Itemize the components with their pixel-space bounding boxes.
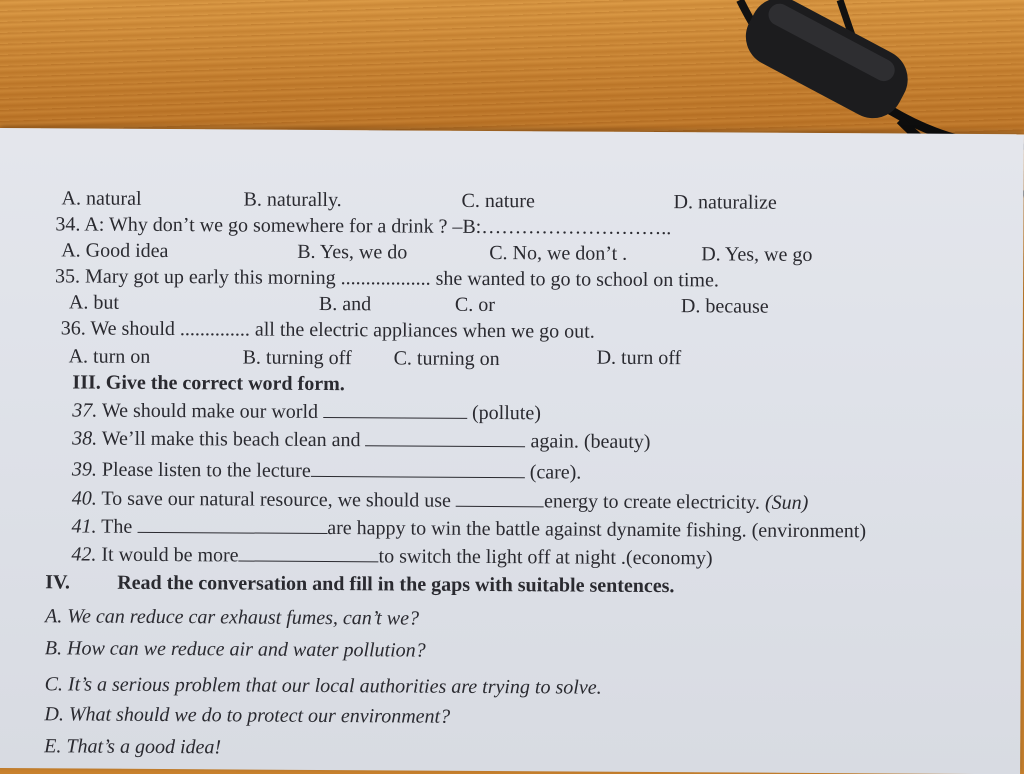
answer-blank-42[interactable] (239, 544, 379, 562)
sentence-c: C. It’s a serious problem that our local authorities are trying to solve. (44, 673, 602, 699)
option-35d: D. because (680, 295, 769, 318)
answer-blank-37[interactable] (323, 401, 467, 419)
option-33b: B. naturally. (243, 188, 342, 212)
question-40-tail: energy to create electricity. (543, 490, 761, 514)
exam-paper (0, 128, 1024, 774)
question-40-number: 40. (71, 487, 97, 510)
answer-blank-39[interactable] (311, 460, 525, 478)
question-42 (71, 542, 712, 570)
question-35: 35. Mary got up early this morning .................. she wanted to go to school on time. (55, 265, 719, 292)
question-40-hint: (Sun) (759, 491, 809, 514)
question-38-text: We’ll make this beach clean and (97, 427, 366, 452)
option-36a: A. turn on (68, 345, 151, 368)
option-35c: C. or (454, 293, 495, 317)
question-41-hint: are happy to win the battle against dynamite fishing. (environment) (327, 517, 867, 543)
option-35a: A. but (68, 291, 120, 314)
question-41 (71, 514, 866, 543)
question-38-number: 38. (72, 427, 98, 450)
question-39-number: 39. (71, 458, 97, 481)
option-36b: B. turning off (242, 346, 352, 370)
option-33d: D. naturalize (673, 191, 777, 214)
option-34d: D. Yes, we go (701, 243, 813, 266)
option-34a: A. Good idea (61, 239, 169, 263)
question-37 (72, 398, 541, 425)
answer-blank-40[interactable] (456, 490, 544, 508)
question-36: 36. We should .............. all the electric appliances when we go out. (60, 317, 595, 343)
question-37-number: 37. (72, 399, 98, 422)
option-34c: C. No, we don’t . (489, 241, 628, 265)
option-33c: C. nature (461, 189, 535, 213)
question-38 (72, 426, 651, 454)
question-40 (72, 486, 809, 514)
section-4-number: IV. (45, 571, 70, 594)
question-42-number: 42. (71, 543, 97, 566)
answer-blank-41[interactable] (137, 516, 327, 534)
option-33a: A. natural (61, 187, 142, 210)
section-4-title: Read the conversation and fill in the gaps with suitable sentences. (117, 571, 675, 598)
question-37-text: We should make our world (97, 399, 324, 423)
question-40-text: To save our natural resource, we should use (96, 487, 457, 512)
sentence-e: E. That’s a good idea! (44, 735, 222, 759)
question-37-hint: (pollute) (466, 401, 541, 425)
question-42-text: It would be more (96, 543, 239, 567)
question-34: 34. A: Why don’t we go somewhere for a drink ? –B:……………………….. (55, 213, 672, 240)
question-38-hint: again. (beauty) (525, 430, 651, 453)
question-39 (72, 457, 582, 484)
option-36c: C. turning on (393, 347, 500, 371)
question-42-hint: to switch the light off at night .(economy) (378, 545, 713, 570)
option-36d: D. turn off (596, 346, 682, 370)
option-35b: B. and (318, 292, 372, 316)
sentence-a: A. We can reduce car exhaust fumes, can’t we? (44, 605, 420, 630)
question-39-text: Please listen to the lecture (96, 458, 311, 482)
question-41-number: 41. (71, 515, 97, 538)
sentence-b: B. How can we reduce air and water pollution? (44, 637, 426, 662)
question-41-text: The (96, 515, 138, 538)
sentence-d: D. What should we do to protect our environment? (44, 703, 451, 728)
answer-blank-38[interactable] (366, 429, 526, 447)
section-3-title: III. Give the correct word form. (72, 371, 345, 396)
option-34b: B. Yes, we do (297, 240, 408, 264)
question-39-hint: (care). (524, 461, 582, 484)
